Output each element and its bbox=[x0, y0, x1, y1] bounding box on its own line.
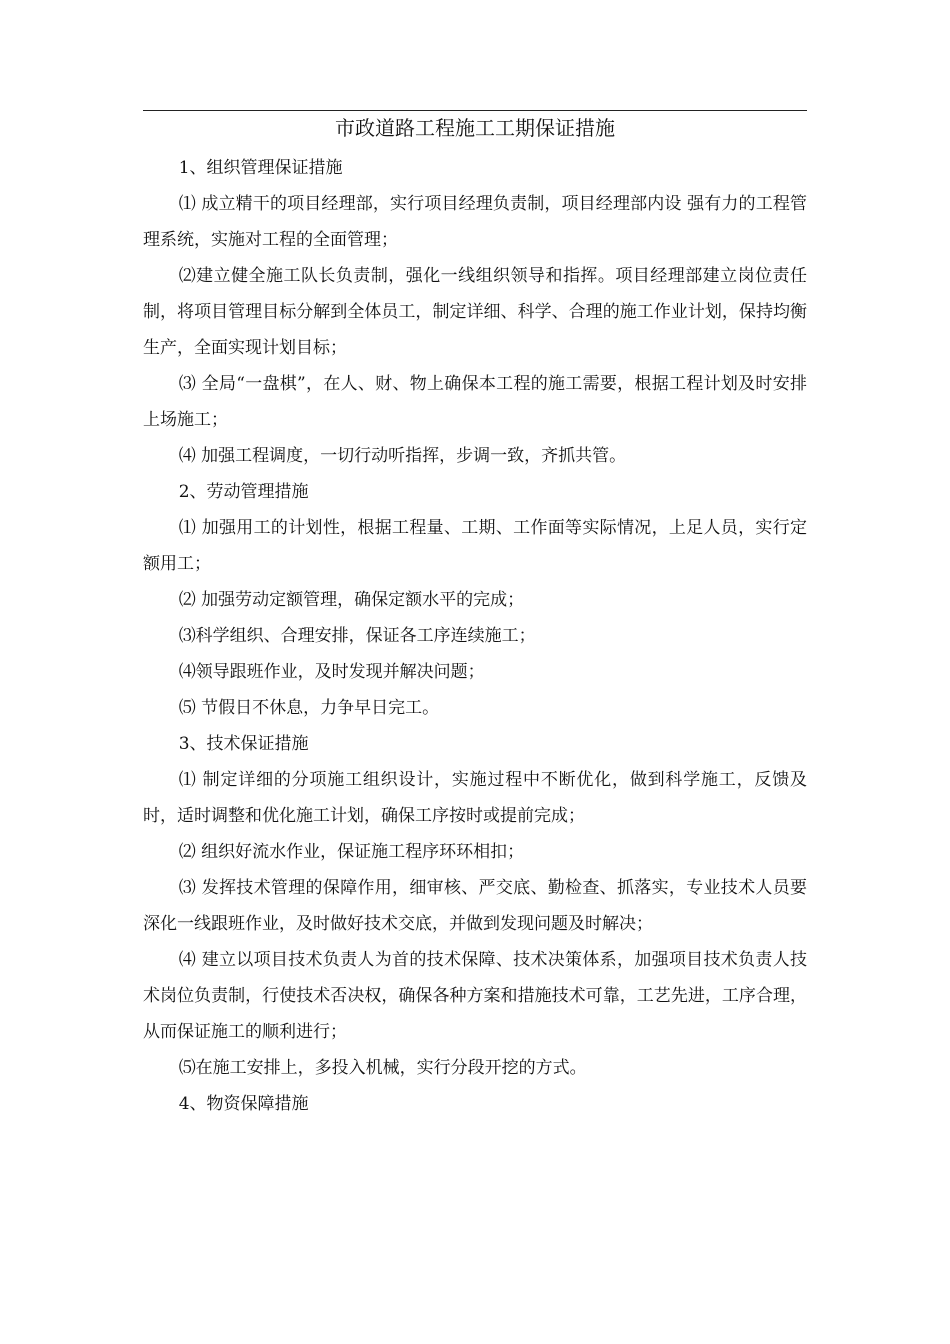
document-title: 市政道路工程施工工期保证措施 bbox=[335, 116, 615, 140]
paragraph: ⑵建立健全施工队长负责制，强化一线组织领导和指挥。项目经理部建立岗位责任制，将项目管理目标分解到全体员工，制定详细、科学、合理的施工作业计划，保持均衡生产，全面实现计划目标； bbox=[143, 266, 807, 358]
paragraph: ⑴ 成立精干的项目经理部，实行项目经理负责制，项目经理部内设 强有力的工程管理系统，实施对工程的全面管理； bbox=[143, 194, 807, 250]
paragraph: ⑵ 加强劳动定额管理，确保定额水平的完成； bbox=[178, 590, 525, 610]
paragraph: ⑴ 加强用工的计划性，根据工程量、工期、工作面等实际情况，上足人员，实行定额用工； bbox=[143, 518, 807, 574]
section-heading: 3、技术保证措施 bbox=[178, 734, 309, 754]
paragraph: ⑵ 组织好流水作业，保证施工程序环环相扣； bbox=[178, 842, 525, 862]
paragraph: ⑴ 制定详细的分项施工组织设计，实施过程中不断优化，做到科学施工，反馈及时，适时调整和优化施工计划，确保工序按时或提前完成； bbox=[143, 770, 807, 826]
paragraph: ⑶ 全局“一盘棋”，在人、财、物上确保本工程的施工需要，根据工程计划及时安排上场施工； bbox=[143, 374, 807, 430]
header-rule bbox=[143, 110, 807, 111]
section-heading: 4、物资保障措施 bbox=[178, 1094, 309, 1114]
paragraph: ⑸ 节假日不休息，力争早日完工。 bbox=[178, 698, 440, 718]
document-body bbox=[143, 150, 807, 1122]
paragraph: ⑶ 发挥技术管理的保障作用，细审核、严交底、勤检查、抓落实，专业技术人员要深化一线跟班作业，及时做好技术交底，并做到发现问题及时解决； bbox=[143, 878, 807, 934]
paragraph: ⑷ 建立以项目技术负责人为首的技术保障、技术决策体系，加强项目技术负责人技术岗位负责制，行使技术否决权，确保各种方案和措施技术可靠，工艺先进，工序合理，从而保证施工的顺利进行； bbox=[143, 950, 807, 1042]
paragraph: ⑸在施工安排上，多投入机械，实行分段开挖的方式。 bbox=[178, 1058, 587, 1078]
paragraph: ⑷ 加强工程调度，一切行动听指挥，步调一致，齐抓共管。 bbox=[178, 446, 627, 466]
section-heading: 2、劳动管理措施 bbox=[178, 482, 309, 502]
paragraph: ⑷领导跟班作业，及时发现并解决问题； bbox=[178, 662, 485, 682]
section-heading: 1、组织管理保证措施 bbox=[178, 158, 343, 178]
paragraph: ⑶科学组织、合理安排，保证各工序连续施工； bbox=[178, 626, 536, 646]
